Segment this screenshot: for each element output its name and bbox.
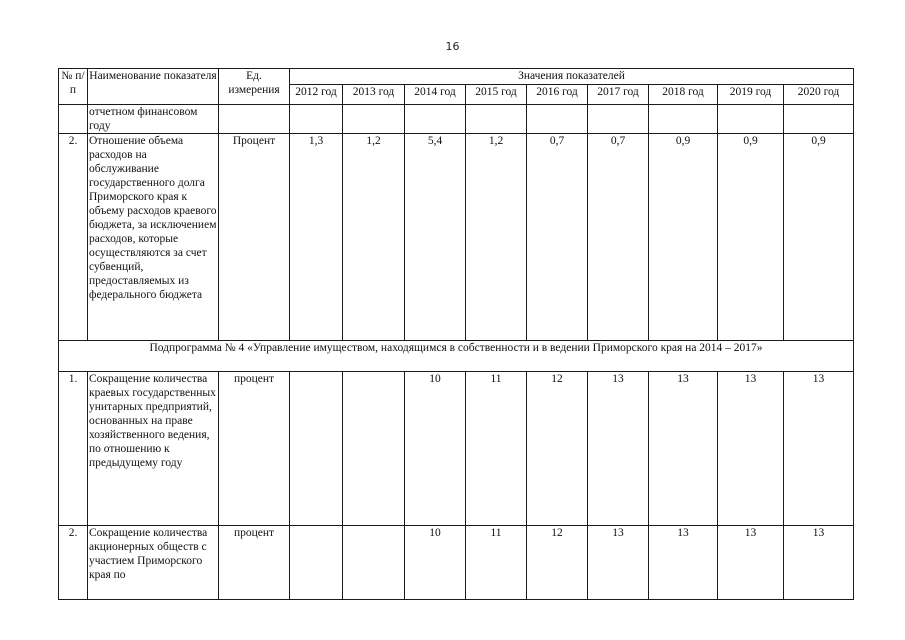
indicator-value: 0,9 bbox=[649, 134, 718, 341]
table-row bbox=[59, 526, 854, 600]
indicator-value: 12 bbox=[527, 372, 588, 526]
indicator-name: Отношение объема расходов на обслуживание государственного долга Приморского края к объему расходов краевого бюджета, за исключением расходов, которые осуществляются за счет субвенций, предоставляемых из федерального бюджета bbox=[88, 134, 219, 341]
indicator-value bbox=[405, 105, 466, 134]
header-year: 2015 год bbox=[466, 85, 527, 105]
header-name: Наименование показателя bbox=[88, 69, 219, 105]
indicator-value: 13 bbox=[649, 526, 718, 600]
indicator-value: 13 bbox=[588, 526, 649, 600]
indicator-name: Сокращение количества краевых государственных унитарных предприятий, основанных на праве хозяйственного ведения, по отношению к предыдущему году bbox=[88, 372, 219, 526]
indicator-value: 0,7 bbox=[527, 134, 588, 341]
indicator-value: 5,4 bbox=[405, 134, 466, 341]
row-number: 2. bbox=[59, 526, 88, 600]
indicators-table bbox=[58, 68, 854, 600]
subprogram-row bbox=[59, 341, 854, 372]
header-year: 2016 год bbox=[527, 85, 588, 105]
indicator-value bbox=[290, 526, 343, 600]
indicator-value bbox=[343, 372, 405, 526]
header-year: 2020 год bbox=[784, 85, 854, 105]
header-row-1 bbox=[59, 69, 854, 85]
indicator-unit: процент bbox=[219, 526, 290, 600]
indicator-name: Сокращение количества акционерных обществ с участием Приморского края по bbox=[88, 526, 219, 600]
header-values-group: Значения показателей bbox=[290, 69, 854, 85]
row-number: 1. bbox=[59, 372, 88, 526]
indicator-value bbox=[290, 105, 343, 134]
table-row bbox=[59, 105, 854, 134]
header-year: 2019 год bbox=[718, 85, 784, 105]
indicator-value: 13 bbox=[718, 372, 784, 526]
header-year: 2017 год bbox=[588, 85, 649, 105]
indicator-value: 11 bbox=[466, 372, 527, 526]
indicator-value bbox=[718, 105, 784, 134]
indicator-value bbox=[784, 105, 854, 134]
header-unit: Ед. измерения bbox=[219, 69, 290, 105]
indicator-unit: процент bbox=[219, 372, 290, 526]
header-num: № п/п bbox=[59, 69, 88, 105]
indicator-value: 13 bbox=[588, 372, 649, 526]
indicator-value: 1,2 bbox=[466, 134, 527, 341]
indicator-unit: Процент bbox=[219, 134, 290, 341]
indicator-value bbox=[527, 105, 588, 134]
indicator-value: 1,3 bbox=[290, 134, 343, 341]
indicator-value bbox=[343, 526, 405, 600]
header-year: 2014 год bbox=[405, 85, 466, 105]
indicator-value: 10 bbox=[405, 526, 466, 600]
indicator-value: 10 bbox=[405, 372, 466, 526]
indicator-value: 13 bbox=[649, 372, 718, 526]
subprogram-title: Подпрограмма № 4 «Управление имуществом, находящимся в собственности и в ведении Приморского края на 2014 – 2017» bbox=[59, 341, 854, 372]
indicator-value: 1,2 bbox=[343, 134, 405, 341]
row-number: 2. bbox=[59, 134, 88, 341]
indicator-value bbox=[290, 372, 343, 526]
table-row bbox=[59, 372, 854, 526]
indicator-value bbox=[466, 105, 527, 134]
indicator-value: 11 bbox=[466, 526, 527, 600]
indicator-value bbox=[588, 105, 649, 134]
indicator-unit bbox=[219, 105, 290, 134]
indicator-value: 0,9 bbox=[718, 134, 784, 341]
table-row bbox=[59, 134, 854, 341]
indicator-value: 13 bbox=[784, 372, 854, 526]
header-year: 2013 год bbox=[343, 85, 405, 105]
indicator-value bbox=[343, 105, 405, 134]
indicator-name: отчетном финансовом году bbox=[88, 105, 219, 134]
indicator-value: 0,9 bbox=[784, 134, 854, 341]
header-year: 2012 год bbox=[290, 85, 343, 105]
page-number: 16 bbox=[445, 40, 460, 53]
indicator-value: 0,7 bbox=[588, 134, 649, 341]
indicator-value bbox=[649, 105, 718, 134]
row-number bbox=[59, 105, 88, 134]
header-year: 2018 год bbox=[649, 85, 718, 105]
indicator-value: 12 bbox=[527, 526, 588, 600]
indicator-value: 13 bbox=[784, 526, 854, 600]
indicator-value: 13 bbox=[718, 526, 784, 600]
